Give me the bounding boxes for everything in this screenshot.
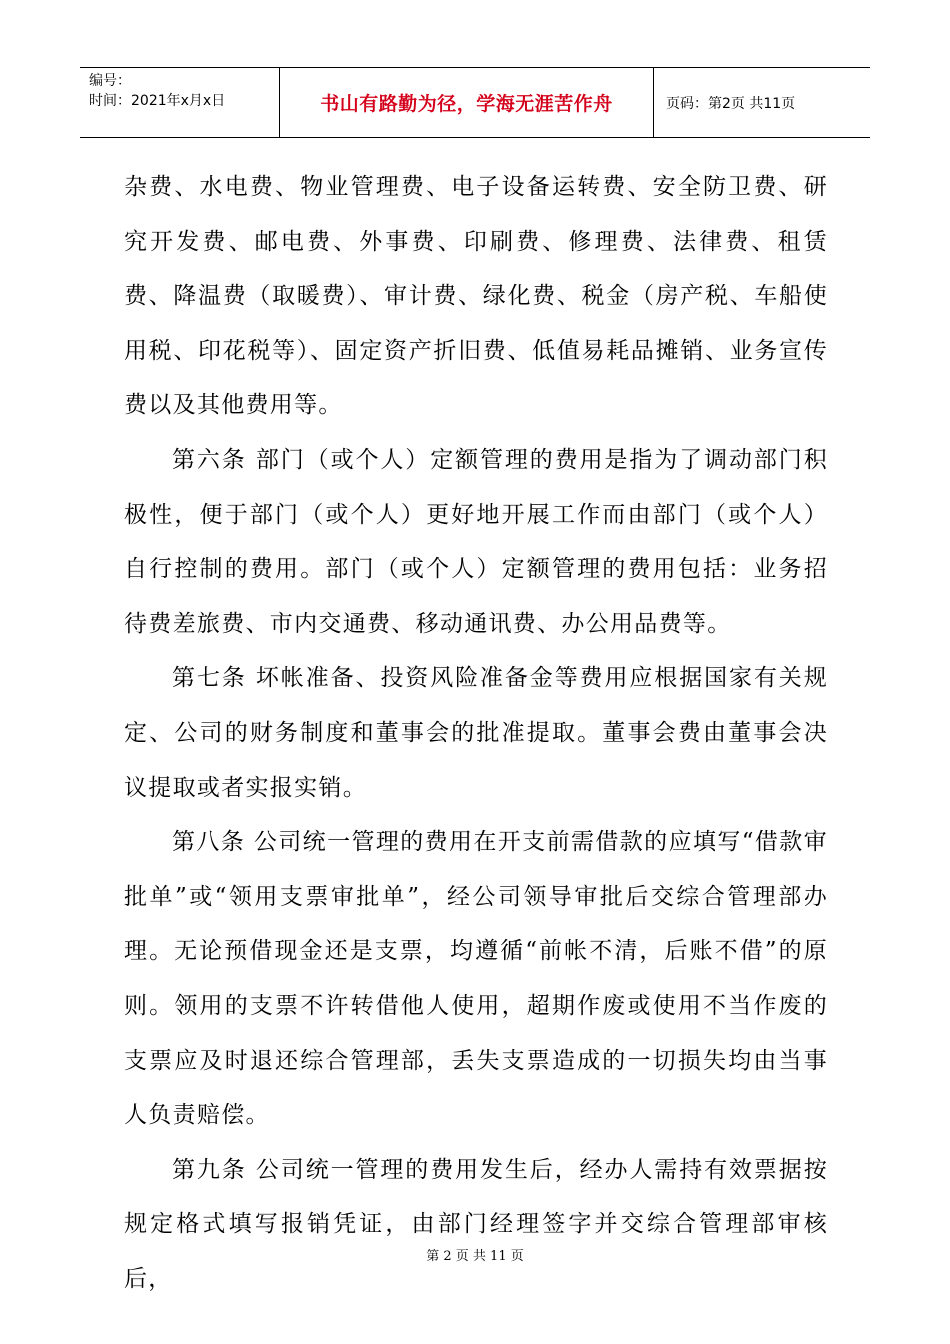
header-page-code: 页码：第2页 共11页 (666, 95, 796, 112)
paragraph-article-8: 第八条 公司统一管理的费用在开支前需借款的应填写“借款审批单”或“领用支票审批单”，经公司领导审批后交综合管理部办理。无论预借现金还是支票，均遵循“前帐不清，后账不借”的原则。领用的支票不许转借他人使用，超期作废或使用不当作废的支票应及时退还综合管理部，丢失支票造成的一切损失均由当事人负责赔偿。 (124, 829, 828, 1129)
paragraph-article-9: 第九条 公司统一管理的费用发生后，经办人需持有效票据按规定格式填写报销凭证，由部门经理签字并交综合管理部审核后， (124, 1156, 828, 1292)
page-footer: 第 2 页 共 11 页 (426, 1249, 524, 1264)
document-number-label: 编号： (89, 73, 131, 89)
paragraph-article-6: 第六条 部门（或个人）定额管理的费用是指为了调动部门积极性，便于部门（或个人）更好地开展工作而由部门（或个人）自行控制的费用。部门（或个人）定额管理的费用包括：业务招待费差旅费、市内交通费、移动通讯费、办公用品费等。 (124, 446, 828, 637)
document-body (124, 160, 828, 1306)
document-time-label: 时间：2021年x月x日 (89, 93, 226, 109)
header-meta (80, 68, 280, 137)
page-header (80, 67, 870, 138)
header-motto: 书山有路勤为径，学海无涯苦作舟 (320, 93, 613, 115)
paragraph-continuation: 杂费、水电费、物业管理费、电子设备运转费、安全防卫费、研究开发费、邮电费、外事费、印刷费、修理费、法律费、租赁费、降温费（取暖费）、审计费、绿化费、税金（房产税、车船使用税、印花税等）、固定资产折旧费、低值易耗品摊销、业务宣传费以及其他费用等。 (124, 174, 828, 419)
paragraph-article-7: 第七条 坏帐准备、投资风险准备金等费用应根据国家有关规定、公司的财务制度和董事会的批准提取。董事会费由董事会决议提取或者实报实销。 (124, 665, 828, 801)
header-motto-cell (280, 68, 654, 137)
